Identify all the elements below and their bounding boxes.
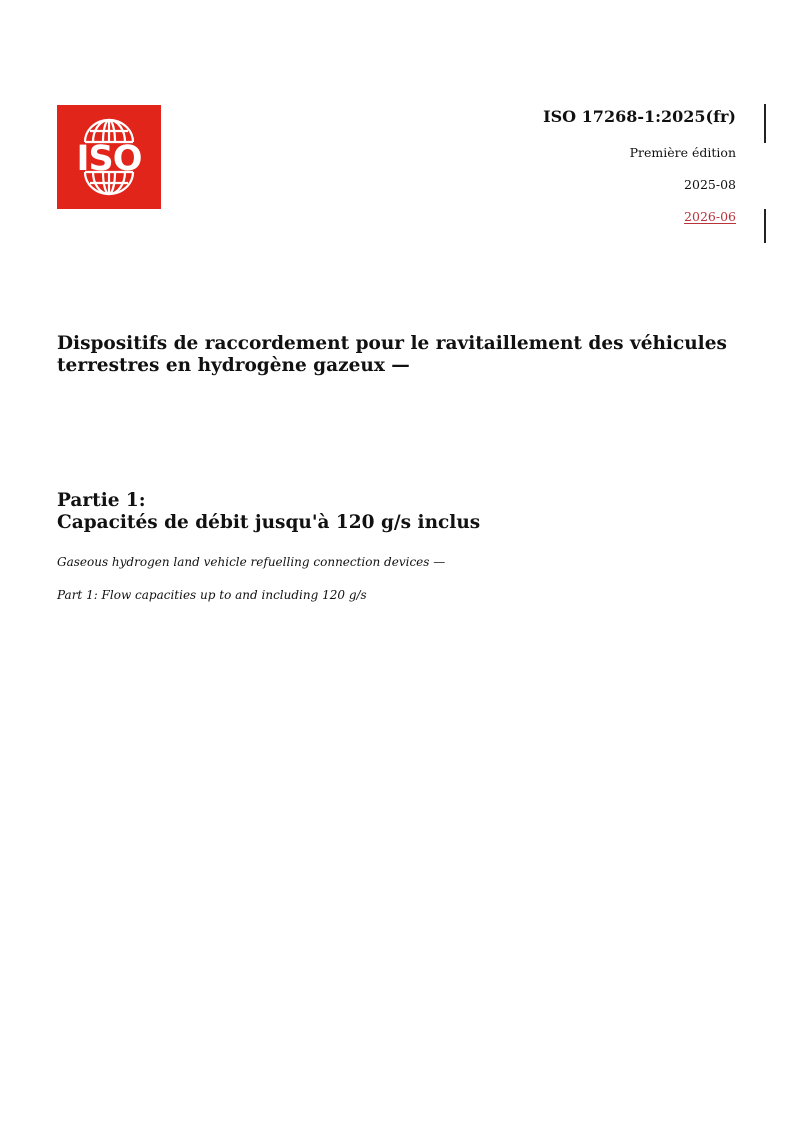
part-title (57, 490, 737, 534)
english-main-title: Gaseous hydrogen land vehicle refuelling connection devices — (57, 555, 446, 569)
revised-date: 2026-06 (684, 209, 736, 224)
english-part-title: Part 1: Flow capacities up to and including 120 g/s (57, 588, 367, 602)
iso-logo (57, 105, 161, 209)
iso-logo-icon (57, 105, 161, 209)
publication-date: 2025-08 (684, 177, 736, 192)
part-label: Partie 1: (57, 490, 146, 511)
edition-label: Première édition (629, 145, 736, 160)
standard-id: ISO 17268-1:2025(fr) (543, 107, 736, 126)
change-bar-bottom (764, 209, 766, 243)
part-name: Capacités de débit jusqu'à 120 g/s inclus (57, 512, 481, 533)
main-title: Dispositifs de raccordement pour le ravitaillement des véhicules terrestres en hydrogène gazeux — (57, 333, 727, 376)
document-meta (436, 108, 736, 224)
iso-logo-text: ISO (76, 139, 142, 179)
change-bar-top (764, 104, 766, 143)
